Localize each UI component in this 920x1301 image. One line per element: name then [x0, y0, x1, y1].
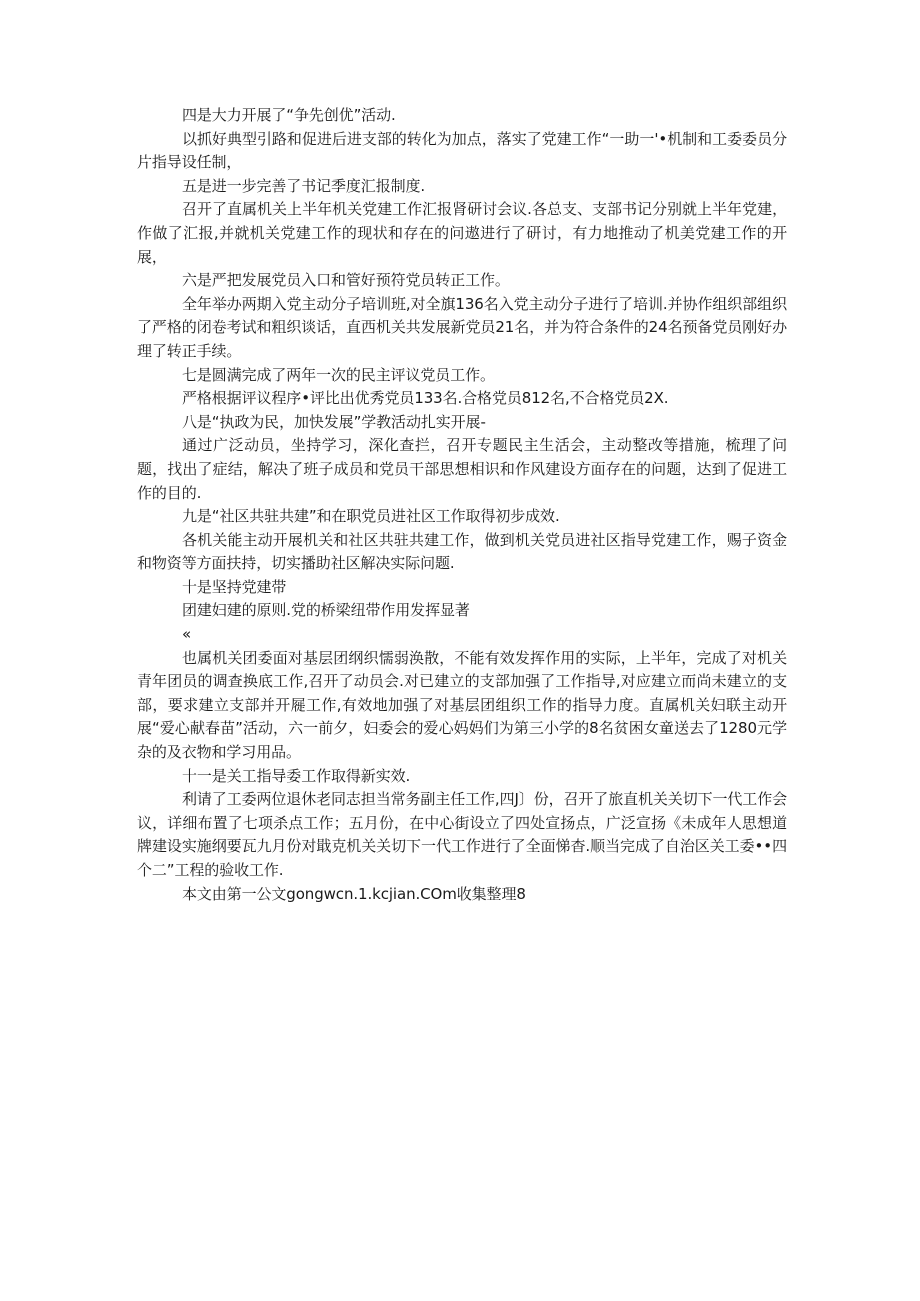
paragraph: 严格根据评议程序•评比出优秀党员133名.合格党员812名,不合格党员2X.: [182, 389, 669, 408]
paragraph: 六是严把发展党员入口和管好预符党员转正工作。: [182, 271, 510, 290]
paragraph: 全年举办两期入党主动分子培训班,对全旗136名入党主动分子进行了培训.并协作组织部组织了严格的闭卷考试和粗织谈话，直西机关共发展新党员21名，并为符合条件的24名预备党员刚好办理了转正手续。: [137, 294, 787, 360]
document-body: [137, 104, 787, 906]
paragraph: 四是大力开展了“争先创优”活动.: [182, 106, 396, 124]
paragraph: «: [182, 625, 192, 644]
source-note: 本文由第一公文gongwcn.1.kcjian.COm收集整理8: [182, 884, 526, 903]
paragraph: 七是圆满完成了两年一次的民主评议党员工作。: [182, 365, 495, 384]
paragraph: 利请了工委两位退休老同志担当常务副主任工作,四J〕份，召开了旅直机关关切下一代工作会议，详细布置了七项杀点工作；五月份，在中心街设立了四处宣扬点，广泛宣扬《未成年人思想道牌建设实施纲要瓦九月份对戢克机关关切下一代工作进行了全面悌杳.顺当完成了自治区关工委••四个二”工程的验收工作.: [137, 790, 787, 879]
paragraph: 各机关能主动开展机关和社区共驻共建工作，做到机关党员进社区指导党建工作，赐子资金和物资等方面扶持，切实播助社区解决实际问题.: [137, 530, 787, 573]
paragraph: 也属机关团委面对基层团纲织懦弱涣散，不能有效发挥作用的实际，上半年，完成了对机关青年团员的调查换底工作,召开了动员会.对已建立的支部加强了工作指导,对应建立而尚未建立的支部，要求建立支部并开屣工作,有效地加强了对基层团组织工作的指导力度。直属机关妇联主动开展“爱心献春苗”活动，六一前夕，妇委会的爱心妈妈们为第三小学的8名贫困女童送去了1280元学杂的及衣物和学习用品。: [137, 648, 787, 762]
paragraph: 八是“执政为民，加快发展”学教活动扎实开展-: [182, 412, 486, 431]
paragraph: 九是“社区共驻共建”和在职党员进社区工作取得初步成效.: [182, 507, 560, 526]
paragraph: 以抓好典型引路和促进后进支部的转化为加点，落实了党建工作“一助一'•机制和工委委员分片指导设任制，: [137, 129, 787, 172]
paragraph: 团建妇建的原则.党的桥梁纽带作用发挥显著: [182, 601, 470, 620]
paragraph: 五是进一步完善了书记季度汇报制度.: [182, 176, 426, 195]
paragraph: 十是坚持党建带: [182, 577, 287, 596]
paragraph: 通过广泛动员，坐持学习，深化查拦，召开专题民主生活会，主动整改等措施，梳理了问题，找出了症结，解决了班子成员和党员干部思想相识和作风建设方面存在的问题，达到了促进工作的目的.: [137, 436, 787, 502]
paragraph: 十一是关工指导委工作取得新实效.: [182, 766, 411, 785]
paragraph: 召开了直属机关上半年机关党建工作汇报肾研讨会议.各总支、支部书记分别就上半年党建，作做了汇报,并就机关党建工作的现状和存在的问遨进行了研讨，有力地推动了机美党建工作的开展，: [137, 200, 787, 266]
